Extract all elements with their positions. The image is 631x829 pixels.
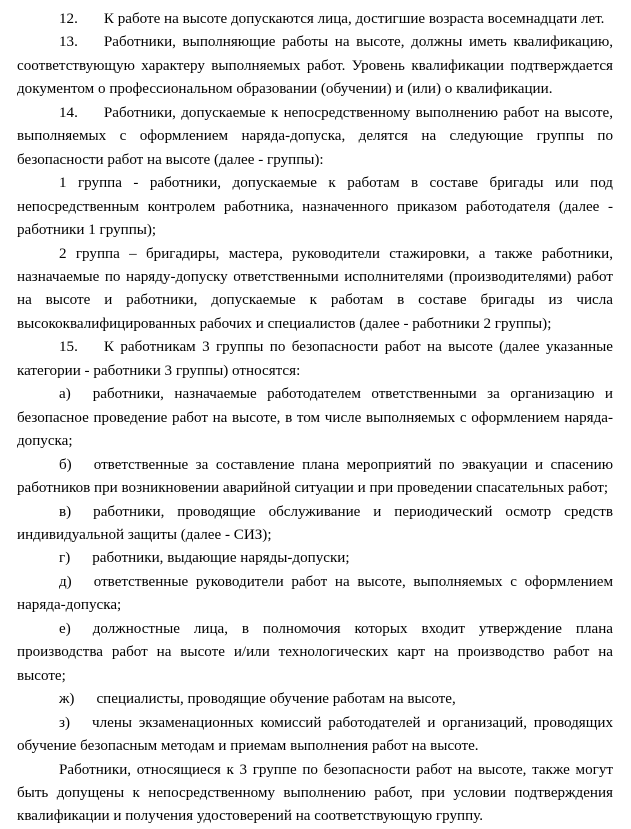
- clause-number: 13.: [59, 34, 78, 51]
- paragraph-item-v: [17, 501, 613, 548]
- paragraph-text: работники, назначаемые работодателем ответственными за организацию и безопасное проведение работ на высоте, в том числе выполняемых с оформлением наряда-допуска;: [17, 386, 613, 450]
- paragraph-text: члены экзаменационных комиссий работодателей и организаций, проводящих обучение безопасным методам и приемам выполнения работ на высоте.: [17, 714, 613, 755]
- paragraph-item-zh: [17, 688, 613, 711]
- paragraph-clause-14: [17, 102, 613, 172]
- item-marker: е): [59, 620, 71, 637]
- paragraph-item-z: [17, 712, 613, 759]
- paragraph-text: 1 группа - работники, допускаемые к работам в составе бригады или под непосредственным контролем работника, назначенного приказом работодателя (далее - работники 1 группы);: [17, 175, 613, 239]
- paragraph-text: ответственные руководители работ на высоте, выполняемых с оформлением наряда-допуска;: [17, 573, 613, 614]
- paragraph-text: должностные лица, в полномочия которых входит утверждение плана производства работ на высоте и/или технологических карт на производство работ на высоте;: [17, 620, 613, 684]
- document-body: [17, 8, 613, 829]
- paragraph-text: работники, проводящие обслуживание и периодический осмотр средств индивидуальной защиты (далее - СИЗ);: [17, 503, 613, 543]
- paragraph-text: К работникам 3 группы по безопасности работ на высоте (далее указанные категории - работники 3 группы) относятся:: [17, 339, 613, 379]
- paragraph-item-b: [17, 454, 613, 501]
- paragraph-clause-15: [17, 336, 613, 383]
- paragraph-group-1: [17, 172, 613, 242]
- item-marker: д): [59, 573, 72, 590]
- paragraph-clause-12: [17, 8, 613, 31]
- item-marker: б): [59, 456, 72, 473]
- paragraph-item-d: [17, 571, 613, 618]
- item-marker: г): [59, 550, 71, 567]
- paragraph-item-g: [17, 547, 613, 570]
- clause-number: 14.: [59, 104, 78, 121]
- paragraph-text: ответственные за составление плана мероприятий по эвакуации и спасению работников при возникновении аварийной ситуации и при проведении спасательных работ;: [17, 456, 613, 497]
- paragraph-group-2: [17, 243, 613, 337]
- clause-number: 15.: [59, 339, 78, 356]
- paragraph-closing: [17, 759, 613, 829]
- paragraph-clause-13: [17, 31, 613, 101]
- paragraph-item-e: [17, 618, 613, 688]
- paragraph-text: Работники, выполняющие работы на высоте, должны иметь квалификацию, соответствующую характеру выполняемых работ. Уровень квалификации подтверждается документом о профессиональном образовании (обучении) и (или) о квалификации.: [17, 34, 613, 98]
- item-marker: ж): [59, 691, 75, 708]
- paragraph-text: специалисты, проводящие обучение работам на высоте,: [96, 691, 456, 708]
- item-marker: з): [59, 714, 70, 731]
- clause-number: 12.: [59, 11, 78, 27]
- paragraph-text: Работники, допускаемые к непосредственному выполнению работ на высоте, выполняемых с оформлением наряда-допуска, делятся на следующие группы по безопасности работ на высоте (далее - группы):: [17, 104, 613, 168]
- paragraph-text: Работники, относящиеся к 3 группе по безопасности работ на высоте, также могут быть допущены к непосредственному выполнению работ, при условии подтверждения квалификации и получения удостоверений на соответствующую группу.: [17, 761, 613, 825]
- paragraph-text: 2 группа – бригадиры, мастера, руководители стажировки, а также работники, назначаемые по наряду-допуску ответственными исполнителями (производителями) работ на высоте и работники, допускаемые к работам в составе бригады из числа высококвалифицированных рабочих и специалистов (далее - работники 2 группы);: [17, 245, 613, 332]
- paragraph-text: работники, выдающие наряды-допуски;: [92, 550, 350, 567]
- paragraph-text: К работе на высоте допускаются лица, достигшие возраста восемнадцати лет.: [103, 11, 605, 27]
- item-marker: а): [59, 386, 71, 403]
- item-marker: в): [59, 503, 72, 520]
- paragraph-item-a: [17, 383, 613, 453]
